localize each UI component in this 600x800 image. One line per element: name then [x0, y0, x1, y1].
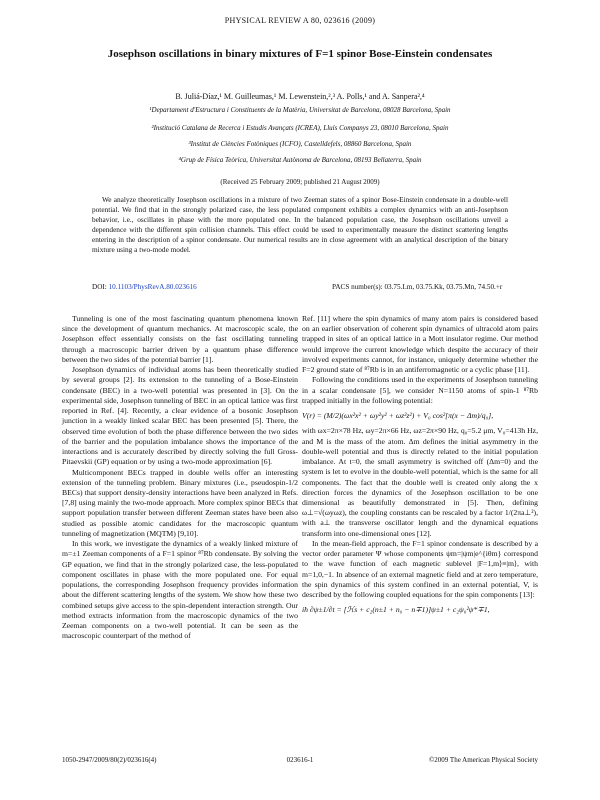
body-paragraph: Tunneling is one of the most fascinating quantum phenomena known since the development of quantum mechanics. At macroscopic scale, the Josephson effect essentially consists on the fast oscillating tunneling through a macroscopic barrier driven by a quantum phase difference between the two sides of the potential barrier [1]. [62, 314, 298, 364]
body-paragraph: Josephson dynamics of individual atoms has been theoretically studied by several groups [2]. Its extension to the tunneling of a Bose-Einstein condensate (BEC) in a two-well potential was presented in [3]. On the experimental side, Josephson tunneling of BEC in an optical lattice was first reported in Ref. [4]. Recently, a clear evidence of a bosonic Josephson junction in a weakly linked scalar BEC has been presented [5]. There, the observed time evolution of both the phase difference between the two sides of the barrier and the population imbalance shows the importance of the interactions and is accurately described by directly solving the full Gross-Pitaevskii (GP) equation or by using a two-mode approximation [6]. [62, 365, 298, 467]
left-column [62, 314, 298, 642]
pacs-numbers: PACS number(s): 03.75.Lm, 03.75.Kk, 03.75.Mn, 74.50.+r [332, 283, 503, 291]
abstract: We analyze theoretically Josephson oscillations in a mixture of two Zeeman states of a spinor Bose-Einstein condensate in a double-well potential. We find that in the strongly polarized case, the less populated component exhibits a complex dynamics with an anti-Josephson behavior, i.e., oscillates in phase with the more populated one. In the balanced population case, the Josephson oscillations unveil a dependence with the different spin collision channels. This effect could be used to experimentally measure the distinct scattering lengths entering in the description of a spinor condensate. Our numerical results are in close agreement with an analytical description of the binary mixture using a two-mode model. [92, 195, 508, 255]
body-paragraph: In this work, we investigate the dynamics of a weakly linked mixture of m=±1 Zeeman components of a F=1 spinor ⁸⁷Rb condensate. By solving the GP equation, we find that in the strongly polarized case, the less-populated component oscillates in phase with the more populated one. For equal populations, the corresponding Josephson frequency provides information about the different scattering lengths of the system. We show how these two combined setups give access to the spin-dependent interaction strength. Our method extracts information from the macroscopic dynamics of the two Zeeman components on a two-well potential. It can be seen as the macroscopic counterpart of the method of [62, 539, 298, 641]
body-paragraph: Ref. [11] where the spin dynamics of many atom pairs is considered based on an earlier observation of coherent spin dynamics of ultracold atom pairs trapped in sites of an optical lattice in a Mott insulator regime. Our method would improve the current knowledge which despite the accuracy of their involved experiments cannot, for instance, uniquely determine whether the F=2 ground state of ⁸⁷Rb is in an antiferromagnetic or a cyclic phase [11]. [302, 314, 538, 375]
footer-copyright: ©2009 The American Physical Society [428, 756, 538, 764]
doi-link[interactable]: 10.1103/PhysRevA.80.023616 [108, 283, 197, 291]
affiliation-4: ⁴Grup de Física Teòrica, Universitat Autònoma de Barcelona, 08193 Bellaterra, Spain [178, 156, 422, 164]
body-paragraph: In the mean-field approach, the F=1 spinor condensate is described by a vector order parameter Ψ whose components ψm=|ψm|e^{iθm} correspond to the wave function of each magnetic sublevel |F=1,m⟩≡|m⟩, with m=1,0,−1. In absence of an external magnetic field and at zero temperature, the spin dynamics of this system confined in an external potential, V, is described by the following coupled equations for the spin components [13]: [302, 538, 538, 600]
equation-gp: iħ ∂ψ±1/∂t = [ℋs + c₂(n±1 + n₀ − n∓1)]ψ±1 + c₂ψ₀²ψ*∓1, [302, 605, 490, 615]
journal-header: PHYSICAL REVIEW A 80, 023616 (2009) [224, 16, 376, 25]
author-list: B. Juliá-Díaz,¹ M. Guilleumas,¹ M. Lewenstein,²,³ A. Polls,¹ and A. Sanpera²,⁴ [175, 92, 425, 101]
body-paragraph: with ωx=2π×78 Hz, ωy=2π×66 Hz, ωz=2π×90 Hz, q₀=5.2 μm, V₀=413h Hz, and M is the mass of the atom. Δm defines the initial asymmetry in the double-well potential and thus is directly related to the initial population imbalance. At t=0, the small asymmetry is switched off (Δm=0) and the system is let to evolve in the double-well potential, which is the same for all components. The fact that the double well is created only along the x direction forces the dynamics of the Josephson oscillation to be one dimensional as beautifully demonstrated in [5]. Then, defining ω⊥=√(ωyωz), the coupling constants can be rescaled by a factor 1/(2πa⊥²), with a⊥ the transverse oscillator length and the dynamical equations transform into one-dimensional ones [12]. [302, 426, 538, 538]
article-title: Josephson oscillations in binary mixtures of F=1 spinor Bose-Einstein condensates [107, 48, 493, 60]
equation-potential: V(r) = (M/2)(ωx²x² + ωy²y² + ωz²z²) + V₀ cos²[π(x − Δm)/q₀], [302, 411, 494, 421]
doi-label: DOI: [92, 283, 107, 291]
affiliation-3: ³Institut de Ciències Fotòniques (ICFO), Castelldefels, 08860 Barcelona, Spain [188, 140, 412, 148]
body-paragraph: Multicomponent BECs trapped in double wells offer an interesting extension of the tunneling problem. Binary mixtures (i.e., pseudospin-1/2 BECs) that support density-density interactions have been analyzed in Refs. [7,8] using mainly the two-mode approach. More complex spinor BECs that support population transfer between different Zeeman states have been also studied as possible atomic candidates for the macroscopic quantum tunneling of magnetization (MQTM) [9,10]. [62, 467, 298, 538]
received-dates: (Received 25 February 2009; published 21 August 2009) [220, 178, 380, 186]
affiliation-2: ²Institució Catalana de Recerca i Estudis Avançats (ICREA), Lluís Companys 23, 08010 Barcelona, Spain [151, 124, 449, 132]
footer-issn: 1050-2947/2009/80(2)/023616(4) [62, 756, 157, 764]
page-footer [62, 756, 538, 768]
doi-pacs-line [92, 283, 508, 291]
footer-page-number: 023616-1 [286, 756, 314, 764]
affiliation-1: ¹Departament d'Estructura i Constituents de la Matèria, Universitat de Barcelona, 08028 Barcelona, Spain [149, 106, 451, 114]
right-column [302, 314, 538, 621]
body-paragraph: Following the conditions used in the experiments of Josephson tunneling in a scalar condensate [5], we consider N=1150 atoms of spin-1 ⁸⁷Rb trapped initially in the following potential: [302, 375, 538, 405]
